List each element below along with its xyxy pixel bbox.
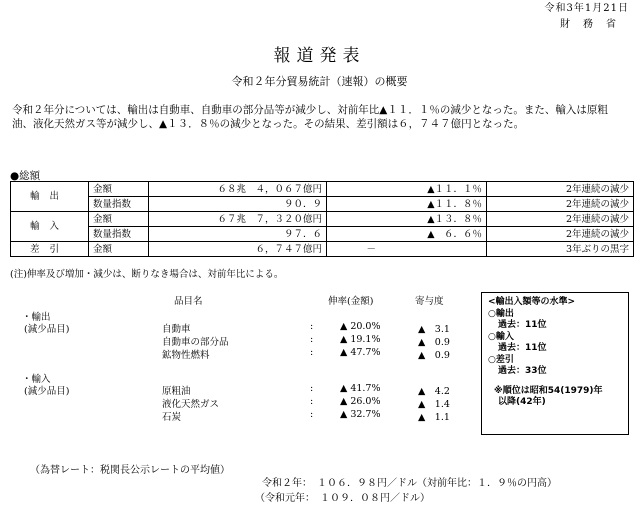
item-cell: 金額	[89, 182, 149, 197]
release-date: 令和3年1月21日	[544, 3, 629, 14]
item-cell: 数量指数	[89, 227, 149, 242]
column-header-item: 品目名	[174, 296, 203, 307]
table-row	[11, 182, 634, 197]
export-item-contribution: ▲ 0.9	[418, 350, 450, 361]
totals-section-label: ●総額	[10, 170, 41, 182]
import-item-name: 石炭	[162, 412, 182, 423]
column-header-rate: 伸率(金額)	[328, 296, 374, 307]
rank-balance-label: ○差引	[488, 354, 514, 365]
totals-table	[10, 181, 634, 257]
exchange-rate-current: 令和２年： １０６．９８円／ドル（対前年比：１．９％の円高）	[262, 478, 557, 489]
rate-cell: ▲１１．８％	[327, 197, 487, 212]
summary-paragraph: 令和２年分については、輸出は自動車、自動車の部分品等が減少し、対前年比▲１１．１％の減少となった。また、輸入は原粗油、液化天然ガス等が減少し、▲１３．８％の減少となった。その結果、差引額は６，７４７億円となった。	[12, 104, 608, 130]
rank-export-label: ○輸出	[488, 308, 514, 319]
table-row	[11, 197, 634, 212]
rank-box-title: <輸出入額等の水準>	[488, 297, 576, 307]
table-footnote: (注)伸率及び増加・減少は、断りなき場合は、対前年比による。	[10, 269, 284, 280]
note-cell: 2年連続の減少	[487, 197, 634, 212]
page-subtitle: 令和２年分貿易統計（速報）の概要	[231, 75, 408, 88]
import-item-contribution: ▲ 4.2	[418, 386, 450, 397]
exchange-rate-title: （為替レート：税関長公示レートの平均値）	[30, 465, 230, 476]
separator: :	[310, 334, 314, 345]
note-cell: 2年連続の減少	[487, 227, 634, 242]
exchange-rate-previous: （令和元年： １０９．０８円／ドル）	[255, 493, 430, 504]
import-item-rate: ▲ 26.0%	[340, 396, 381, 407]
column-header-contribution: 寄与度	[415, 296, 444, 307]
rank-note-line2: 以降(42年)	[498, 397, 546, 407]
rank-note-line1: ※順位は昭和54(1979)年	[494, 385, 603, 396]
category-export: 輸出	[11, 182, 89, 212]
separator: :	[310, 347, 314, 358]
separator: :	[310, 321, 314, 332]
import-item-contribution: ▲ 1.1	[418, 412, 450, 423]
export-item-name: 鉱物性燃料	[162, 350, 210, 361]
page-title: 報道発表	[273, 46, 366, 66]
export-item-contribution: ▲ 0.9	[418, 337, 450, 348]
import-item-name: 原粗油	[162, 386, 191, 397]
separator: :	[310, 383, 314, 394]
rate-cell: ▲ ６．６％	[327, 227, 487, 242]
rank-box	[481, 292, 629, 435]
category-balance: 差引	[11, 242, 89, 257]
table-row	[11, 242, 634, 257]
ministry-name: 財務省	[560, 19, 629, 30]
category-import: 輸入	[11, 212, 89, 242]
value-cell: ６８兆 ４，０６７億円	[149, 182, 327, 197]
value-cell: ６，７４７億円	[149, 242, 327, 257]
table-row	[11, 212, 634, 227]
rate-cell: ▲１３．８％	[327, 212, 487, 227]
rank-export-value: 過去：11位	[498, 320, 547, 330]
note-cell: 3年ぶりの黒字	[487, 242, 634, 257]
export-item-name: 自動車	[162, 324, 191, 335]
export-item-contribution: ▲ 3.1	[418, 324, 450, 335]
import-item-rate: ▲ 41.7%	[340, 383, 381, 394]
rate-cell: －	[327, 242, 487, 257]
value-cell: ９７．６	[149, 227, 327, 242]
rank-import-value: 過去：11位	[498, 343, 547, 353]
export-item-rate: ▲ 20.0%	[340, 321, 381, 332]
value-cell: ６７兆 ７，３２０億円	[149, 212, 327, 227]
item-cell: 数量指数	[89, 197, 149, 212]
item-cell: 金額	[89, 212, 149, 227]
import-section-subtitle: (減少品目)	[24, 386, 70, 397]
export-section-subtitle: (減少品目)	[24, 324, 70, 335]
note-cell: 2年連続の減少	[487, 182, 634, 197]
export-section-title: ・輸出	[22, 312, 51, 323]
import-section-title: ・輸入	[22, 374, 51, 385]
import-item-rate: ▲ 32.7%	[340, 409, 381, 420]
rank-balance-value: 過去：33位	[498, 366, 547, 376]
value-cell: ９０．９	[149, 197, 327, 212]
export-item-rate: ▲ 19.1%	[340, 334, 381, 345]
table-row	[11, 227, 634, 242]
separator: :	[310, 396, 314, 407]
separator: :	[310, 409, 314, 420]
note-cell: 2年連続の減少	[487, 212, 634, 227]
rank-import-label: ○輸入	[488, 331, 514, 342]
import-item-contribution: ▲ 1.4	[418, 399, 450, 410]
import-item-name: 液化天然ガス	[162, 399, 220, 410]
export-item-name: 自動車の部分品	[162, 337, 229, 348]
item-cell: 金額	[89, 242, 149, 257]
export-item-rate: ▲ 47.7%	[340, 347, 381, 358]
rate-cell: ▲１１．１％	[327, 182, 487, 197]
